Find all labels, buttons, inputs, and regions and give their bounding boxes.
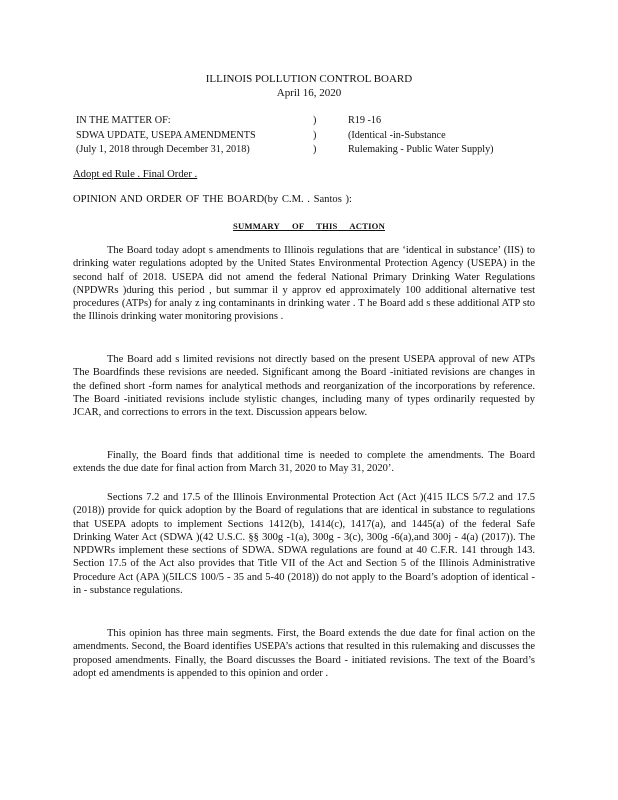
caption-row <box>76 143 546 158</box>
opinion-author-line: OPINION AND ORDER OF THE BOARD(by C.M. . Santos ): <box>73 194 352 205</box>
body-paragraph <box>73 244 535 324</box>
board-name: ILLINOIS POLLUTION CONTROL BOARD <box>205 73 413 85</box>
paragraph-text: Finally, the Board finds that additional time is needed to complete the amendments. The Board extends the due date for final action from March 31, 2020 to May 31, 2020’. <box>73 450 535 475</box>
summary-heading <box>0 220 618 233</box>
case-caption <box>76 114 546 158</box>
caption-paren: ) <box>313 115 317 126</box>
caption-row <box>76 129 546 144</box>
paragraph-text: The Board add s limited revisions not directly based on the present USEPA approval of new ATPs The Boardfinds these revisions are needed. Significant among the Board -initiated revisions are changes in the defined short -form names for analytical methods and reorganization of the incorporations by reference. The Board -initiated revisions include stylistic changes, including many of types ordinarily requested by JCAR, and corrections to errors in the text. Discussion appears below. <box>73 354 535 419</box>
caption-left: IN THE MATTER OF: <box>76 115 171 126</box>
body-paragraph <box>73 449 535 476</box>
document-header <box>0 73 618 100</box>
caption-right: Rulemaking - Public Water Supply) <box>348 144 494 155</box>
body-paragraph <box>73 627 535 680</box>
caption-left: (July 1, 2018 through December 31, 2018) <box>76 144 250 155</box>
paragraph-text: The Board today adopt s amendments to Illinois regulations that are ‘identical in substance’ (IIS) to drinking water regulations adopted by the United States Environmental Protection Agency (USEPA) in the second half of 2018. USEPA did not amend the federal National Primary Drinking Water Regulations (NPDWRs )during this period , but summar il y approv ed approximately 100 additional alternative test procedures (ATPs) for analy z ing contaminants in drinking water . T he Board add s these additional ATP sto the Illinois drinking water monitoring provisions . <box>73 245 535 323</box>
paragraph-text: Sections 7.2 and 17.5 of the Illinois Environmental Protection Act (Act )(415 ILCS 5/7.2 and 17.5 (2018)) provide for quick adoption by the Board of regulations that are identical in substance to regulations that USEPA adopts to implement Sections 1412(b), 1414(c), 1417(a), and 1445(a) of the federal Safe Drinking Water Act (SDWA )(42 U.S.C. §§ 300g -1(a), 300g - 3(c), 300g -6(a),and 300j - 4(a) (2017)). The NPDWRs implement these sections of SDWA. SDWA regulations are found at 40 C.F.R. 141 through 143. Section 17.5 of the Act also provides that Title VII of the Act and Section 5 of the Illinois Administrative Procedure Act (APA )(5ILCS 100/5 - 35 and 5-40 (2018)) do not apply to the Board’s adoption of identical -in - substance regulations. <box>73 492 535 597</box>
caption-right: (Identical -in-Substance <box>348 129 446 141</box>
caption-row <box>76 114 546 129</box>
caption-left: SDWA UPDATE, USEPA AMENDMENTS <box>76 129 256 141</box>
summary-title: SUMMARY OF THIS ACTION <box>233 221 385 231</box>
adopted-rule-label: Adopt ed Rule . Final Order . <box>73 169 198 180</box>
caption-paren: ) <box>313 129 317 141</box>
body-paragraph <box>73 353 535 419</box>
caption-paren: ) <box>313 144 317 155</box>
paragraph-text: This opinion has three main segments. First, the Board extends the due date for final action on the amendments. Second, the Board identifies USEPA’s actions that resulted in this rulemaking and discusses the proposed amendments. Finally, the Board discusses the Board - initiated revisions. The text of the Board’s adopt ed amendments is appended to this opinion and order . <box>73 628 535 679</box>
body-paragraph <box>73 491 535 597</box>
caption-right: R19 -16 <box>348 115 382 126</box>
document-date: April 16, 2020 <box>276 86 342 99</box>
